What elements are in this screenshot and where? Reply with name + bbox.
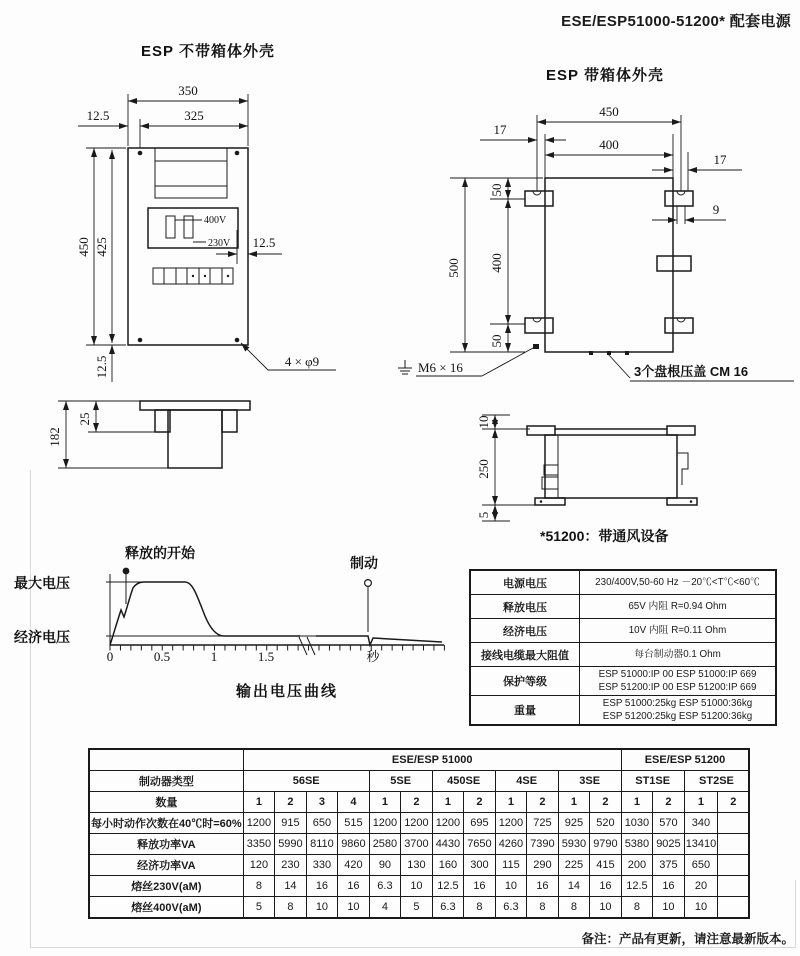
dim-5: 5 (476, 511, 491, 519)
dim-50-bottom: 50 (489, 334, 504, 348)
side-view-left-dimensions (47, 401, 168, 468)
spec-value-line: ESP 51000:25kg ESP 51000:36kg (602, 698, 753, 709)
data-row (89, 813, 749, 834)
data-cell: 160 (432, 855, 464, 876)
data-row (89, 876, 749, 897)
data-row (89, 897, 749, 919)
data-cell: 650 (306, 813, 338, 834)
quantity-cell: 1 (432, 792, 464, 813)
tick-1-5: 1.5 (257, 649, 275, 664)
brake-marker (365, 580, 372, 632)
spec-value-line: ESP 51000:IP 00 ESP 51000:IP 669 (598, 669, 757, 680)
data-row (89, 855, 749, 876)
spec-row (470, 595, 776, 619)
side-view-left-drawing (40, 385, 340, 495)
brake-type-cell: 56SE (243, 771, 369, 792)
spec-row-value (580, 595, 777, 619)
data-cell: 570 (653, 813, 685, 834)
spec-row-label: 重量 (470, 696, 580, 726)
brake-type-cell: 5SE (369, 771, 432, 792)
series-blank-cell (89, 749, 243, 771)
spec-row (470, 667, 776, 696)
data-cell: 10 (495, 876, 527, 897)
quantity-row-label: 数量 (89, 792, 243, 813)
spec-row (470, 570, 776, 595)
data-cell: 12.5 (432, 876, 464, 897)
data-cell: 695 (464, 813, 496, 834)
data-cell: 515 (338, 813, 370, 834)
dim-10: 10 (476, 415, 491, 429)
data-cell: 290 (527, 855, 559, 876)
boxed-view-dimensions (398, 104, 794, 381)
data-cell: 8 (621, 897, 653, 919)
spec-value-line: ESP 51200:25kg ESP 51200:36kg (602, 711, 753, 722)
label-gland: 3个盘根压盖 CM 16 (634, 364, 749, 379)
spec-table (469, 569, 777, 726)
tick-0: 0 (106, 649, 114, 664)
release-start-label: 释放的开始 (125, 545, 195, 561)
front-view-body (128, 148, 248, 345)
data-cell: 225 (558, 855, 590, 876)
quantity-cell: 3 (306, 792, 338, 813)
spec-row-value (580, 570, 777, 595)
data-cell: 5930 (558, 834, 590, 855)
data-cell: 8 (527, 897, 559, 919)
quantity-cell: 1 (369, 792, 401, 813)
data-cell: 16 (653, 876, 685, 897)
dim-17-left: 17 (493, 122, 507, 137)
data-cell: 10 (590, 897, 622, 919)
data-cell: 3700 (401, 834, 433, 855)
spec-row (470, 619, 776, 643)
spec-row-label: 经济电压 (470, 619, 580, 643)
voltage-curve-line (110, 582, 442, 645)
unit-seconds: 秒 (366, 649, 380, 664)
spec-row (470, 696, 776, 726)
side-view-right-drawing (440, 385, 800, 550)
data-cell: 10 (684, 897, 718, 919)
spec-value-line: 10V 内阻 R=0.11 Ohm (628, 625, 727, 636)
series-group-cell: ESE/ESP 51000 (243, 749, 621, 771)
data-cell: 8 (558, 897, 590, 919)
dim-17-right: 17 (713, 152, 727, 167)
brake-type-cell: 450SE (432, 771, 495, 792)
data-cell: 9860 (338, 834, 370, 855)
dim-325: 325 (184, 108, 204, 123)
quantity-cell: 2 (401, 792, 433, 813)
page-frame-bottom (30, 947, 796, 948)
dim-400-top: 400 (599, 137, 619, 152)
brake-type-cell: ST2SE (684, 771, 749, 792)
page-title: ESE/ESP51000-51200* 配套电源 (561, 13, 791, 30)
revision-note: 备注：产品有更新，请注意最新版本。 (581, 932, 794, 946)
data-cell: 5990 (275, 834, 307, 855)
data-cell: 200 (621, 855, 653, 876)
data-cell: 300 (464, 855, 496, 876)
spec-row-value (580, 643, 777, 667)
dim-500: 500 (446, 258, 461, 278)
side-view-left-body (140, 401, 250, 468)
data-cell: 8 (464, 897, 496, 919)
data-cell: 650 (684, 855, 718, 876)
data-cell: 7650 (464, 834, 496, 855)
data-cell: 16 (527, 876, 559, 897)
quantity-cell: 2 (718, 792, 750, 813)
quantity-cell: 4 (338, 792, 370, 813)
data-cell: 7390 (527, 834, 559, 855)
data-cell: 6.3 (495, 897, 527, 919)
dim-425: 425 (94, 237, 109, 257)
data-cell: 6.3 (369, 876, 401, 897)
brake-label: 制动 (350, 555, 378, 571)
series-header-row (89, 749, 749, 771)
data-cell: 330 (306, 855, 338, 876)
data-cell: 115 (495, 855, 527, 876)
brake-type-cell: 4SE (495, 771, 558, 792)
data-cell: 6.3 (432, 897, 464, 919)
spec-value-line: 每台制动器0.1 Ohm (634, 649, 721, 660)
label-mounting-holes: 4 × φ9 (284, 354, 320, 369)
data-cell: 340 (684, 813, 718, 834)
quantity-row (89, 792, 749, 813)
boxed-view-drawing (390, 60, 800, 405)
data-cell: 230 (275, 855, 307, 876)
dim-9: 9 (712, 202, 720, 217)
series-group-cell: ESE/ESP 51200 (621, 749, 749, 771)
dim-50-top: 50 (489, 183, 504, 197)
data-cell: 5 (401, 897, 433, 919)
quantity-cell: 1 (621, 792, 653, 813)
spec-value-line: 65V 内阻 R=0.94 Ohm (628, 601, 727, 612)
data-cell: 10 (338, 897, 370, 919)
data-cell: 375 (653, 855, 685, 876)
data-cell (718, 834, 750, 855)
data-cell: 1200 (369, 813, 401, 834)
data-cell (718, 876, 750, 897)
dim-12-5-left: 12.5 (86, 108, 110, 123)
dim-25: 25 (77, 412, 92, 426)
data-row-label: 熔丝400V(aM) (89, 897, 243, 919)
boxed-view-title: ESP 带箱体外壳 (546, 67, 664, 84)
data-cell: 16 (464, 876, 496, 897)
quantity-cell: 1 (558, 792, 590, 813)
spec-value-line: ESP 51200:IP 00 ESP 51200:IP 669 (598, 682, 757, 693)
spec-row-value (580, 619, 777, 643)
front-view-drawing (40, 40, 370, 388)
data-cell: 12.5 (621, 876, 653, 897)
data-cell: 120 (243, 855, 275, 876)
label-400v: 400V (204, 215, 227, 226)
data-cell: 3350 (243, 834, 275, 855)
data-cell: 420 (338, 855, 370, 876)
tick-1: 1 (210, 649, 218, 664)
dim-450: 450 (599, 104, 619, 119)
ratings-table (88, 748, 750, 919)
data-cell: 8110 (306, 834, 338, 855)
release-marker (123, 568, 130, 604)
voltage-curve-chart (10, 538, 460, 710)
data-cell: 2580 (369, 834, 401, 855)
quantity-cell: 1 (495, 792, 527, 813)
data-cell (718, 855, 750, 876)
data-row-label: 释放功率VA (89, 834, 243, 855)
side-view-right-body (527, 426, 697, 505)
dim-12-5-mid: 12.5 (252, 235, 276, 250)
data-cell: 1200 (243, 813, 275, 834)
type-row-label: 制动器类型 (89, 771, 243, 792)
spec-row-label: 释放电压 (470, 595, 580, 619)
data-cell: 14 (275, 876, 307, 897)
spec-row-label: 接线电缆最大阻值 (470, 643, 580, 667)
data-cell: 4260 (495, 834, 527, 855)
data-cell: 5 (243, 897, 275, 919)
label-230v: 230V (208, 238, 231, 249)
tick-0-5: 0.5 (153, 649, 171, 664)
boxed-view-body (525, 178, 693, 355)
vent-note: *51200：带通风设备 (540, 528, 669, 544)
data-cell: 915 (275, 813, 307, 834)
data-cell: 13410 (684, 834, 718, 855)
brake-type-cell: ST1SE (621, 771, 684, 792)
data-cell: 4430 (432, 834, 464, 855)
front-view-dimensions (76, 83, 336, 382)
front-view-title: ESP 不带箱体外壳 (141, 43, 275, 60)
type-header-row (89, 771, 749, 792)
data-cell: 520 (590, 813, 622, 834)
spec-value-line: 230/400V,50-60 Hz －20℃<T℃<60℃ (595, 577, 760, 588)
earth-symbol (398, 360, 412, 374)
data-cell: 10 (401, 876, 433, 897)
data-cell: 9790 (590, 834, 622, 855)
page-frame-right (795, 880, 796, 948)
data-cell: 20 (684, 876, 718, 897)
data-cell (718, 813, 750, 834)
dim-182: 182 (47, 427, 62, 447)
data-cell: 10 (653, 897, 685, 919)
data-cell: 5380 (621, 834, 653, 855)
max-voltage-label: 最大电压 (14, 575, 70, 591)
spec-row-value (580, 667, 777, 696)
data-cell: 90 (369, 855, 401, 876)
dim-450: 450 (76, 237, 91, 257)
dim-400-left: 400 (489, 253, 504, 273)
econ-voltage-label: 经济电压 (14, 629, 70, 645)
dim-250: 250 (476, 459, 491, 479)
data-cell: 1200 (495, 813, 527, 834)
terminal-strip (153, 268, 233, 284)
data-cell: 16 (338, 876, 370, 897)
brake-type-cell: 3SE (558, 771, 621, 792)
data-cell: 9025 (653, 834, 685, 855)
quantity-cell: 1 (243, 792, 275, 813)
handle (657, 256, 691, 271)
data-cell: 8 (243, 876, 275, 897)
quantity-cell: 1 (684, 792, 718, 813)
spec-row-label: 保护等级 (470, 667, 580, 696)
label-bolt: M6 × 16 (418, 360, 463, 375)
dim-350: 350 (178, 83, 198, 98)
spec-row (470, 643, 776, 667)
data-cell: 1200 (432, 813, 464, 834)
quantity-cell: 2 (590, 792, 622, 813)
data-row (89, 834, 749, 855)
curve-title: 输出电压曲线 (235, 683, 339, 700)
earth-bolt (533, 344, 539, 349)
data-cell: 415 (590, 855, 622, 876)
data-cell: 925 (558, 813, 590, 834)
quantity-cell: 2 (653, 792, 685, 813)
data-row-label: 熔丝230V(aM) (89, 876, 243, 897)
spec-row-label: 电源电压 (470, 570, 580, 595)
data-cell (718, 897, 750, 919)
data-cell: 1200 (401, 813, 433, 834)
data-cell: 130 (401, 855, 433, 876)
side-view-right-dimensions (476, 415, 535, 521)
quantity-cell: 2 (464, 792, 496, 813)
data-cell: 16 (590, 876, 622, 897)
quantity-cell: 2 (275, 792, 307, 813)
curve-axes (106, 574, 444, 655)
spec-row-value (580, 696, 777, 726)
quantity-cell: 2 (527, 792, 559, 813)
data-cell: 4 (369, 897, 401, 919)
dim-12-5-bottom: 12.5 (94, 355, 109, 379)
data-cell: 725 (527, 813, 559, 834)
data-cell: 16 (306, 876, 338, 897)
data-cell: 1030 (621, 813, 653, 834)
data-row-label: 经济功率VA (89, 855, 243, 876)
data-cell: 8 (275, 897, 307, 919)
data-cell: 10 (306, 897, 338, 919)
data-cell: 14 (558, 876, 590, 897)
data-row-label: 每小时动作次数在40℃时=60% (89, 813, 243, 834)
